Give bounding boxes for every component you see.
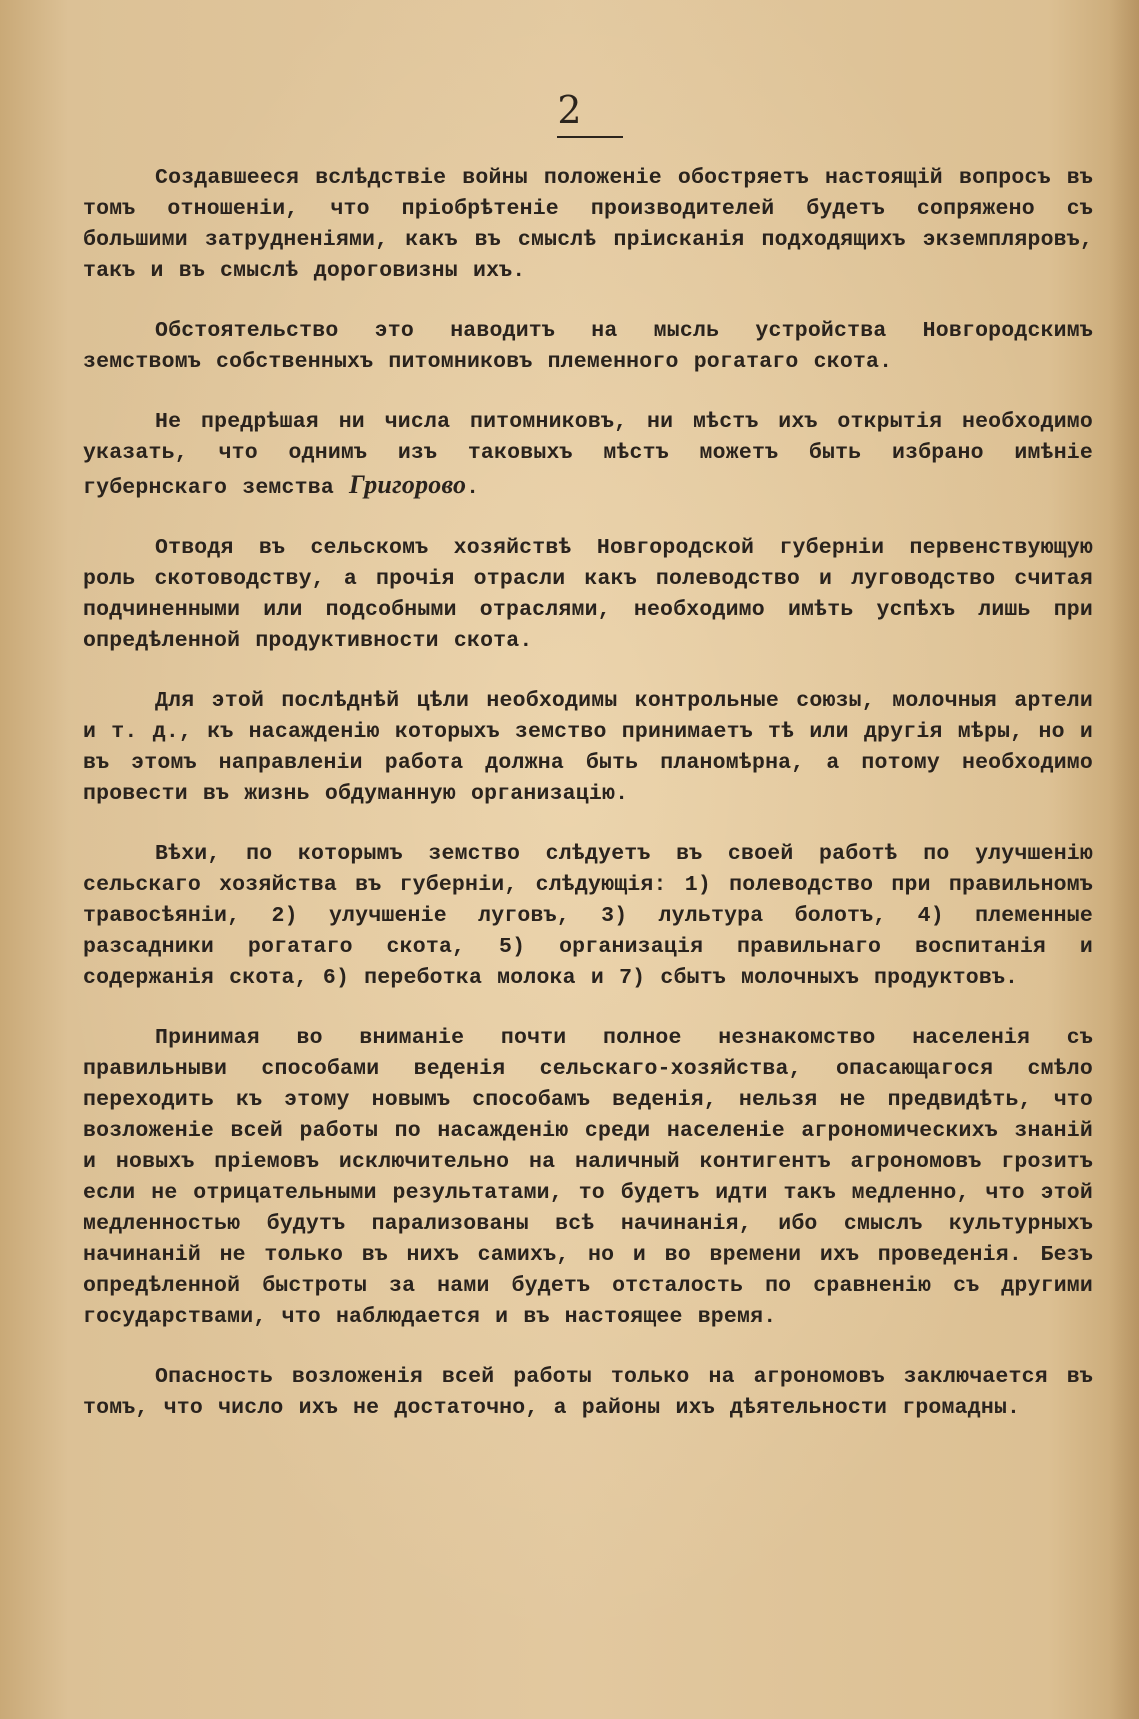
page-number-rule (557, 136, 623, 138)
italic-text: Григорово (349, 470, 467, 499)
paragraph-text: Создавшееся вслѣдствіе войны положеніе обостряетъ настоящій вопросъ въ томъ отношеніи, что пріобрѣтеніе производителей будетъ сопряжено съ большими затрудненіями, какъ въ смыслѣ прiисканія подходящихъ экземпляровъ, такъ и въ смыслѣ дороговизны ихъ. (83, 166, 1093, 283)
paragraph-text: Для этой послѣднѣй цѣли необходимы контрольные союзы, молочныя артели и т. д., къ насажденію которыхъ земство принимаетъ тѣ или другія мѣры, но и въ этомъ направленіи работа должна быть планомѣрна, а потому необходимо провести въ жизнь обдуманную организацію. (83, 689, 1093, 806)
page-edge-shadow (1109, 0, 1139, 1719)
paragraph (83, 163, 1093, 287)
page-number: 2 (557, 88, 582, 132)
paragraph (83, 686, 1093, 810)
paragraph-text: Обстоятельство это наводитъ на мысль устройства Новгородскимъ земствомъ собственныхъ питомниковъ племенного рогатаго скота. (83, 319, 1093, 374)
body-text (83, 163, 1093, 1453)
paragraph-text: Вѣхи, по которымъ земство слѣдуетъ въ своей работѣ по улучшенію сельскаго хозяйства въ губерніи, слѣдующія: 1) полеводство при правильномъ травосѣяніи, 2) улучшеніе луговъ, 3) лультура болотъ, 4) племенные разсадники рогатаго скота, 5) организація правильнаго воспитанія и содержанія скота, 6) переботка молока и 7) сбытъ молочныхъ продуктовъ. (83, 842, 1093, 990)
paragraph (83, 1023, 1093, 1333)
paragraph (83, 1362, 1093, 1424)
paragraph-text: Не предрѣшая ни числа питомниковъ, ни мѣстъ ихъ открытія необходимо указать, что однимъ изъ таковыхъ мѣстъ можетъ быть избрано имѣніе губернскаго земства (83, 410, 1093, 500)
paragraph (83, 839, 1093, 994)
paragraph (83, 533, 1093, 657)
paragraph-text: . (466, 476, 480, 500)
paragraph-text: Отводя въ сельскомъ хозяйствѣ Новгородской губерніи первенствующую роль скотоводству, а прочія отрасли какъ полеводство и луговодство считая подчиненными или подсобными отраслями, необходимо имѣть успѣхъ лишь при опредѣленной продуктивности скота. (83, 536, 1093, 653)
paragraph (83, 407, 1093, 504)
paragraph (83, 316, 1093, 378)
paragraph-text: Опасность возложенія всей работы только на агрономовъ заключается въ томъ, что число ихъ не достаточно, а районы ихъ дѣятельности громадны. (83, 1365, 1093, 1420)
paragraph-text: Принимая во вниманіе почти полное незнакомство населенія съ правильныви способами веденія сельскаго-хозяйства, опасающагося смѣло переходить къ этому новымъ способамъ веденія, нельзя не предвидѣть, что возложеніе всей работы по насажденію среди населеніе агрономическихъ знаній и новыхъ пріемовъ исключительно на наличный контигентъ агрономовъ грозитъ если не отрицательными результатами, то будетъ идти такъ медленно, что этой медленностью будутъ парализованы всѣ начинанія, ибо смыслъ культурныхъ начинаній не только въ нихъ самихъ, но и во времени ихъ проведенія. Безъ опредѣленной быстроты за нами будетъ отсталость по сравненію съ другими государствами, что наблюдается и въ настоящее время. (83, 1026, 1093, 1329)
